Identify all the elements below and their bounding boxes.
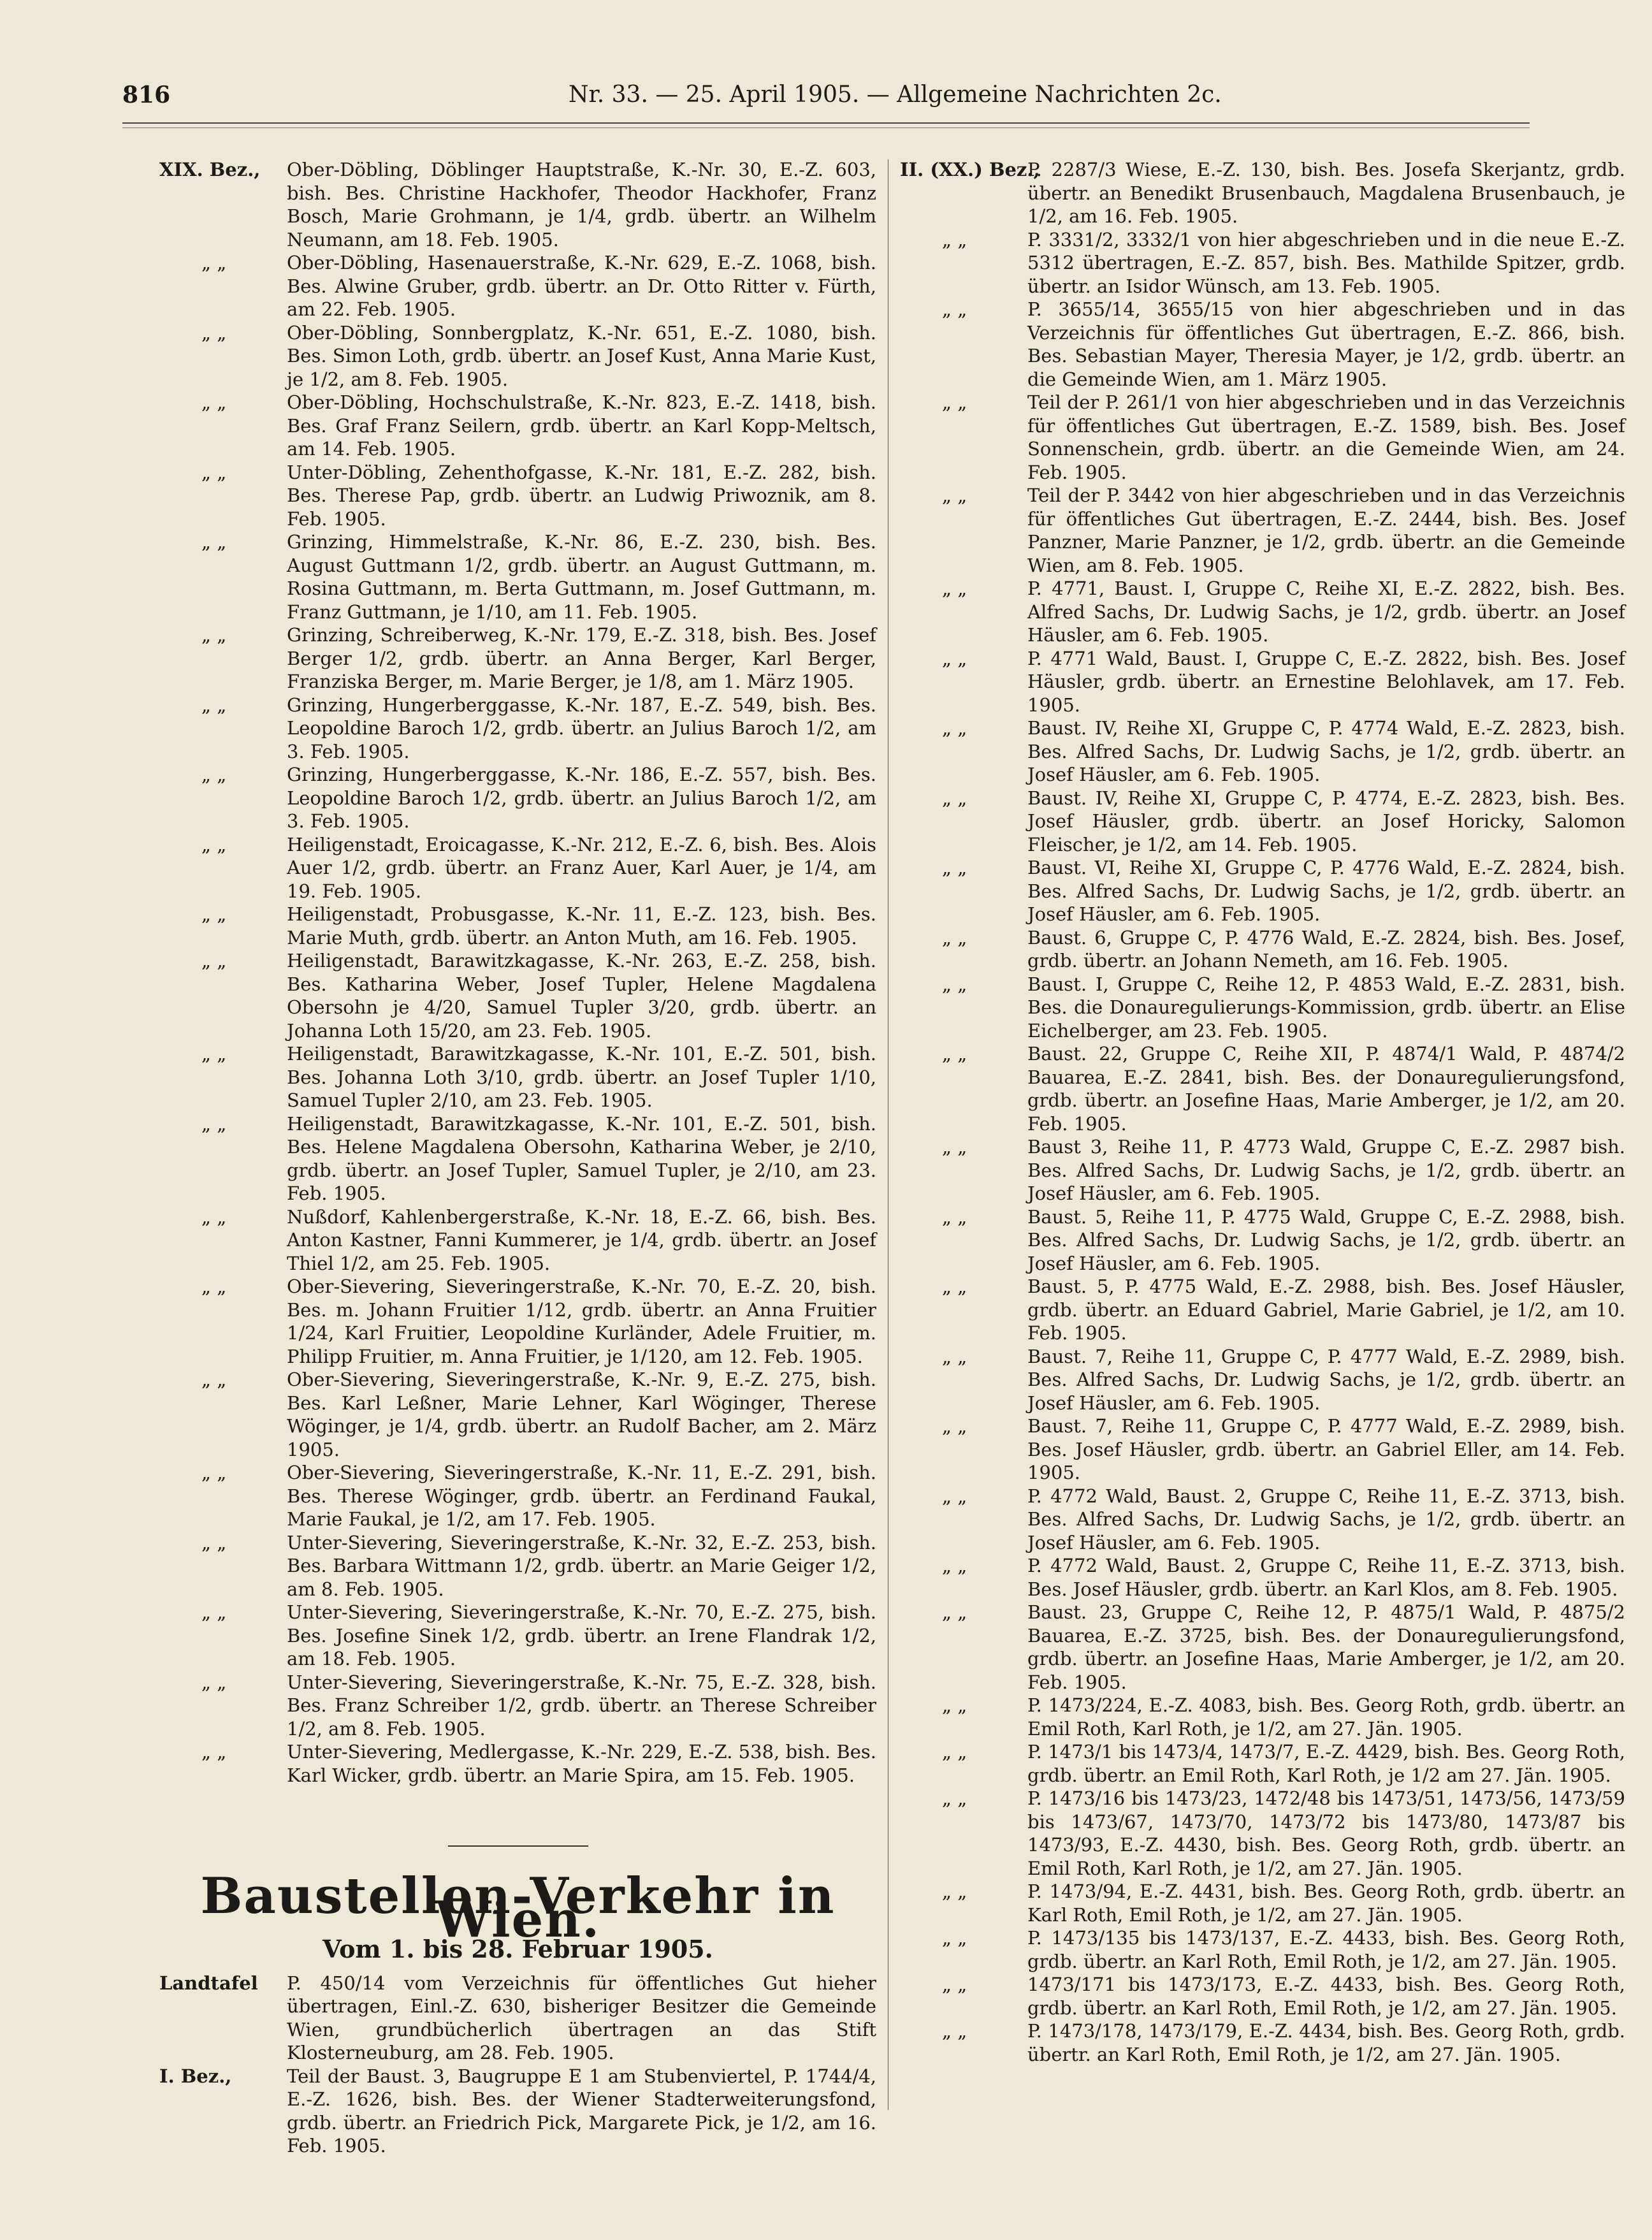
entry-district-label: „ „ — [942, 926, 967, 949]
entry-district-label: „ „ — [942, 484, 967, 506]
entry-text: Grinzing, Hungerberggasse, K.-Nr. 187, E.-Z. 549, bish. Bes. Leopoldine Baroch 1/2, grdb. übertr. an Julius Baroch 1/2, am 3. Feb. 1905. — [287, 694, 876, 762]
register-entry — [900, 1973, 1625, 2019]
entry-district-label: „ „ — [201, 1462, 227, 1483]
entry-text: P. 1473/178, 1473/179, E.-Z. 4434, bish. Bes. Georg Roth, grdb. übertr. an Karl Roth, Emil Roth, je 1/2, am 27. Jän. 1905. — [1027, 2020, 1625, 2065]
register-entry — [159, 694, 876, 764]
section-title: Baustellen-Verkehr in Wien. — [200, 1867, 836, 1949]
section-divider — [448, 1845, 588, 1847]
entry-text: Baust. 5, Reihe 11, P. 4775 Wald, Gruppe C, E.-Z. 2988, bish. Bes. Alfred Sachs, Dr. Ludwig Sachs, je 1/2, grdb. übertr. an Josef Häusler, am 6. Feb. 1905. — [1027, 1205, 1625, 1274]
register-entry — [159, 1601, 876, 1671]
entry-text: P. 4772 Wald, Baust. 2, Gruppe C, Reihe 11, E.-Z. 3713, bish. Bes. Alfred Sachs, Dr. Ludwig Sachs, je 1/2, grdb. übertr. an Josef Häusler, am 6. Feb. 1905. — [1027, 1485, 1625, 1553]
entry-text: Baust. 7, Reihe 11, Gruppe C, P. 4777 Wald, E.-Z. 2989, bish. Bes. Josef Häusler, grdb. übertr. an Gabriel Eller, am 14. Feb. 1905. — [1027, 1415, 1625, 1483]
entry-text: Heiligenstadt, Barawitzkagasse, K.-Nr. 263, E.-Z. 258, bish. Bes. Katharina Weber, Josef Tupler, Helene Magdalena Obersohn je 4/20, Samuel Tupler 3/20, grdb. übertr. an Johanna Loth 15/20, am 23. Feb. 1905. — [287, 950, 876, 1042]
entry-text: Heiligenstadt, Probusgasse, K.-Nr. 11, E.-Z. 123, bish. Bes. Marie Muth, grdb. übertr. an Anton Muth, am 16. Feb. 1905. — [287, 903, 876, 949]
entry-text: Ober-Sievering, Sieveringerstraße, K.-Nr. 9, E.-Z. 275, bish. Bes. Karl Leßner, Marie Lehner, Karl Wöginger, Therese Wöginger, je 1/4, grdb. übertr. an Rudolf Bacher, am 2. März 1905. — [287, 1369, 876, 1460]
register-entry — [900, 484, 1625, 577]
register-entry — [159, 530, 876, 623]
entry-text: Unter-Sievering, Sieveringerstraße, K.-Nr. 70, E.-Z. 275, bish. Bes. Josefine Sinek 1/2, grdb. übertr. an Irene Flandrak 1/2, am 18. Feb. 1905. — [287, 1601, 876, 1669]
entry-district-label: „ „ — [942, 1345, 967, 1367]
entry-district-label: „ „ — [201, 624, 227, 646]
entry-district-label: „ „ — [942, 1927, 967, 1949]
entry-text: Ober-Döbling, Hochschulstraße, K.-Nr. 823, E.-Z. 1418, bish. Bes. Graf Franz Seilern, grdb. übertr. an Karl Kopp-Meltsch, am 14. Feb. 1905. — [287, 391, 876, 460]
register-entry — [900, 228, 1625, 298]
register-entry — [900, 1135, 1625, 1205]
entry-district-label: „ „ — [942, 787, 967, 809]
register-entry — [900, 577, 1625, 647]
entry-text: P. 1473/94, E.-Z. 4431, bish. Bes. Georg Roth, grdb. übertr. an Karl Roth, Emil Roth, je 1/2, am 27. Jän. 1905. — [1027, 1880, 1625, 1926]
register-entry — [159, 391, 876, 461]
entry-text: Ober-Sievering, Sieveringerstraße, K.-Nr. 70, E.-Z. 20, bish. Bes. m. Johann Fruitier 1/12, grdb. übertr. an Anna Fruitier 1/24, Karl Fruitier, Leopoldine Kurländer, Adele Fruitier, m. Philipp Fruitier, m. Anna Fruitier, je 1/120, am 12. Feb. 1905. — [287, 1276, 876, 1367]
entry-district-label: „ „ — [942, 391, 967, 413]
register-entry — [900, 787, 1625, 857]
right-column — [900, 158, 1625, 2066]
entry-district-label: „ „ — [201, 1276, 227, 1297]
entry-district-label: „ „ — [201, 1601, 227, 1623]
register-entry — [900, 716, 1625, 787]
header-rule — [122, 122, 1530, 128]
register-entry — [900, 2019, 1625, 2066]
entry-district-label: „ „ — [942, 647, 967, 669]
page-header — [122, 82, 1530, 120]
entry-text: P. 2287/3 Wiese, E.-Z. 130, bish. Bes. Josefa Skerjantz, grdb. übertr. an Benedikt Brusenbauch, Magdalena Brusenbauch, je 1/2, am 16. Feb. 1905. — [1027, 159, 1625, 227]
entry-text: P. 1473/16 bis 1473/23, 1472/48 bis 1473/51, 1473/56, 1473/59 bis 1473/67, 1473/70, 1473/72 bis 1473/80, 1473/87 bis 1473/93, E.-Z. 4430, bish. Bes. Georg Roth, grdb. übertr. an Emil Roth, Karl Roth, je 1/2, am 27. Jän. 1905. — [1027, 1787, 1625, 1879]
entry-text: P. 4771, Baust. I, Gruppe C, Reihe XI, E.-Z. 2822, bish. Bes. Alfred Sachs, Dr. Ludwig Sachs, je 1/2, grdb. übertr. an Josef Häusler, am 6. Feb. 1905. — [1027, 578, 1625, 646]
entry-district-label: „ „ — [201, 252, 227, 273]
entry-text: Unter-Döbling, Zehenthofgasse, K.-Nr. 181, E.-Z. 282, bish. Bes. Therese Pap, grdb. übertr. an Ludwig Priwoznik, am 8. Feb. 1905. — [287, 461, 876, 530]
entry-text: P. 1473/1 bis 1473/4, 1473/7, E.-Z. 4429, bish. Bes. Georg Roth, grdb. übertr. an Emil Roth, Karl Roth, je 1/2 am 27. Jän. 1905. — [1027, 1741, 1625, 1786]
entry-text: Teil der Baust. 3, Baugruppe E 1 am Stubenviertel, P. 1744/4, E.-Z. 1626, bish. Bes. der Wiener Stadterweiterungsfond, grdb. übertr. an Friedrich Pick, Margarete Pick, je 1/2, am 16. Feb. 1905. — [287, 2065, 876, 2156]
section-subtitle: Vom 1. bis 28. Februar 1905. — [322, 1935, 713, 1963]
register-entry — [900, 1601, 1625, 1694]
register-entry — [159, 903, 876, 949]
entry-text: Baust. IV, Reihe XI, Gruppe C, P. 4774, E.-Z. 2823, bish. Bes. Josef Häusler, grdb. übertr. an Josef Horicky, Salomon Fleischer, je 1/2, am 14. Feb. 1905. — [1027, 787, 1625, 855]
entry-district-label: Landtafel — [159, 1972, 258, 1994]
entry-text: Baust. 6, Gruppe C, P. 4776 Wald, E.-Z. 2824, bish. Bes. Josef, grdb. übertr. an Johann Nemeth, am 16. Feb. 1905. — [1027, 926, 1625, 971]
register-entry — [159, 321, 876, 391]
register-entry — [900, 391, 1625, 484]
register-entry — [900, 1740, 1625, 1787]
entry-district-label: „ „ — [201, 461, 227, 483]
register-entry — [900, 1205, 1625, 1276]
entry-district-label: „ „ — [942, 1974, 967, 1995]
entry-district-label: I. Bez., — [159, 2065, 232, 2087]
register-entry — [900, 1275, 1625, 1345]
register-entry — [900, 158, 1625, 228]
entry-district-label: „ „ — [942, 1136, 967, 1158]
register-entry — [159, 1368, 876, 1461]
entry-district-label: „ „ — [942, 2020, 967, 2042]
entry-district-label: „ „ — [201, 1043, 227, 1065]
register-entry — [900, 856, 1625, 926]
entry-text: Baust 3, Reihe 11, P. 4773 Wald, Gruppe C, E.-Z. 2987 bish. Bes. Alfred Sachs, Dr. Ludwig Sachs, je 1/2, grdb. übertr. an Josef Häusler, am 6. Feb. 1905. — [1027, 1136, 1625, 1204]
entry-district-label: „ „ — [201, 1369, 227, 1390]
entry-text: P. 450/14 vom Verzeichnis für öffentliches Gut hieher übertragen, Einl.-Z. 630, bisheriger Besitzer die Gemeinde Wien, grundbücherlich übertragen an das Stift Klosterneuburg, am 28. Feb. 1905. — [287, 1972, 876, 2063]
entry-district-label: „ „ — [201, 694, 227, 716]
entry-text: P. 3655/14, 3655/15 von hier abgeschrieben und in das Verzeichnis für öffentliches Gut übertragen, E.-Z. 866, bish. Bes. Sebastian Mayer, Theresia Mayer, je 1/2, grdb. übertr. an die Gemeinde Wien, am 1. März 1905. — [1027, 298, 1625, 390]
entry-district-label: II. (XX.) Bez., — [900, 159, 1040, 180]
entry-text: Baust. 7, Reihe 11, Gruppe C, P. 4777 Wald, E.-Z. 2989, bish. Bes. Alfred Sachs, Dr. Ludwig Sachs, je 1/2, grdb. übertr. an Josef Häusler, am 6. Feb. 1905. — [1027, 1345, 1625, 1414]
register-entry — [159, 623, 876, 694]
register-entry — [159, 1740, 876, 1787]
entry-text: Unter-Sievering, Sieveringerstraße, K.-Nr. 75, E.-Z. 328, bish. Bes. Franz Schreiber 1/2, grdb. übertr. an Therese Schreiber 1/2, am 8. Feb. 1905. — [287, 1671, 876, 1740]
register-entry — [159, 1671, 876, 1741]
entry-district-label: „ „ — [942, 298, 967, 320]
register-entry — [900, 1880, 1625, 1926]
entry-district-label: „ „ — [201, 391, 227, 413]
entry-district-label: „ „ — [942, 228, 967, 251]
entry-text: Ober-Sievering, Sieveringerstraße, K.-Nr. 11, E.-Z. 291, bish. Bes. Therese Wöginger, grdb. übertr. an Ferdinand Faukal, Marie Faukal, je 1/2, am 17. Feb. 1905. — [287, 1462, 876, 1530]
register-entry — [900, 1042, 1625, 1135]
entry-district-label: „ „ — [942, 1880, 967, 1902]
entry-text: P. 1473/135 bis 1473/137, E.-Z. 4433, bish. Bes. Georg Roth, grdb. übertr. an Karl Roth, Emil Roth, je 1/2, am 27. Jän. 1905. — [1027, 1927, 1625, 1972]
entry-text: Ober-Döbling, Sonnbergplatz, K.-Nr. 651, E.-Z. 1080, bish. Bes. Simon Loth, grdb. übertr. an Josef Kust, Anna Marie Kust, je 1/2, am 8. Feb. 1905. — [287, 321, 876, 390]
register-entry — [159, 461, 876, 531]
register-entry — [900, 647, 1625, 717]
register-entry — [159, 833, 876, 903]
register-entry — [159, 949, 876, 1042]
register-entry — [159, 1205, 876, 1276]
register-entry — [159, 2065, 876, 2158]
entry-text: 1473/171 bis 1473/173, E.-Z. 4433, bish. Bes. Georg Roth, grdb. übertr. an Karl Roth, Emil Roth, je 1/2, am 27. Jän. 1905. — [1027, 1974, 1625, 2019]
entry-district-label: „ „ — [201, 1205, 227, 1228]
entry-district-label: „ „ — [942, 1787, 967, 1809]
entry-district-label: „ „ — [942, 1601, 967, 1623]
register-entry — [900, 926, 1625, 973]
register-entry — [159, 1042, 876, 1112]
entry-text: Baust. VI, Reihe XI, Gruppe C, P. 4776 Wald, E.-Z. 2824, bish. Bes. Alfred Sachs, Dr. Ludwig Sachs, je 1/2, grdb. übertr. an Josef Häusler, am 6. Feb. 1905. — [1027, 857, 1625, 925]
entry-district-label: „ „ — [201, 531, 227, 553]
entry-text: Baust. 23, Gruppe C, Reihe 12, P. 4875/1 Wald, P. 4875/2 Bauarea, E.-Z. 3725, bish. Bes. der Donauregulierungsfond, grdb. übertr. an Josefine Haas, Marie Amberger, je 1/2, am 20. Feb. 1905. — [1027, 1601, 1625, 1693]
register-entry — [159, 1112, 876, 1205]
entry-district-label: „ „ — [201, 764, 227, 785]
entry-district-label: „ „ — [942, 1043, 967, 1065]
entry-text: Grinzing, Schreiberweg, K.-Nr. 179, E.-Z. 318, bish. Bes. Josef Berger 1/2, grdb. übertr. an Anna Berger, Karl Berger, Franziska Berger, m. Marie Berger, je 1/8, am 1. März 1905. — [287, 624, 876, 692]
register-entry — [159, 158, 876, 251]
entry-district-label: „ „ — [942, 1741, 967, 1763]
entry-text: Baust. 22, Gruppe C, Reihe XII, P. 4874/1 Wald, P. 4874/2 Bauarea, E.-Z. 2841, bish. Bes. der Donauregulierungsfond, grdb. übertr. an Josefine Haas, Marie Amberger, je 1/2, am 20. Feb. 1905. — [1027, 1043, 1625, 1135]
entry-text: P. 1473/224, E.-Z. 4083, bish. Bes. Georg Roth, grdb. übertr. an Emil Roth, Karl Roth, je 1/2, am 27. Jän. 1905. — [1027, 1694, 1625, 1740]
register-entry — [900, 973, 1625, 1043]
entry-text: P. 4771 Wald, Baust. I, Gruppe C, E.-Z. 2822, bish. Bes. Josef Häusler, grdb. übertr. an Ernestine Belohlavek, am 17. Feb. 1905. — [1027, 647, 1625, 716]
entry-text: Unter-Sievering, Medlergasse, K.-Nr. 229, E.-Z. 538, bish. Bes. Karl Wicker, grdb. übertr. an Marie Spira, am 15. Feb. 1905. — [287, 1741, 876, 1786]
entry-district-label: „ „ — [201, 903, 227, 925]
entry-district-label: „ „ — [942, 1694, 967, 1716]
entry-district-label: „ „ — [942, 578, 967, 599]
left-column — [159, 158, 876, 2158]
entry-text: Baust. 5, P. 4775 Wald, E.-Z. 2988, bish. Bes. Josef Häusler, grdb. übertr. an Eduard Gabriel, Marie Gabriel, je 1/2, am 10. Feb. 1905. — [1027, 1276, 1625, 1344]
entry-district-label: „ „ — [201, 1531, 227, 1553]
entry-district-label: „ „ — [201, 1112, 227, 1135]
entry-text: Heiligenstadt, Barawitzkagasse, K.-Nr. 101, E.-Z. 501, bish. Bes. Helene Magdalena Obersohn, Katharina Weber, je 2/10, grdb. übertr. an Josef Tupler, Samuel Tupler, je 2/10, am 23. Feb. 1905. — [287, 1112, 876, 1204]
register-entry — [900, 1926, 1625, 1973]
entry-district-label: XIX. Bez., — [159, 159, 261, 180]
entry-district-label: „ „ — [942, 717, 967, 739]
entry-text: Teil der P. 3442 von hier abgeschrieben und in das Verzeichnis für öffentliches Gut übertragen, E.-Z. 2444, bish. Bes. Josef Panzner, Marie Panzner, je 1/2, grdb. übertr. an die Gemeinde Wien, am 8. Feb. 1905. — [1027, 484, 1625, 576]
entry-district-label: „ „ — [942, 1415, 967, 1437]
register-entry — [900, 1694, 1625, 1740]
register-entry — [900, 1345, 1625, 1415]
entry-district-label: „ „ — [942, 1555, 967, 1576]
entry-district-label: „ „ — [201, 950, 227, 971]
register-entry — [900, 1485, 1625, 1555]
entry-district-label: „ „ — [201, 321, 227, 344]
entry-text: Ober-Döbling, Hasenauerstraße, K.-Nr. 629, E.-Z. 1068, bish. Bes. Alwine Gruber, grdb. übertr. an Dr. Otto Ritter v. Fürth, am 22. Feb. 1905. — [287, 252, 876, 320]
register-entry — [900, 1787, 1625, 1880]
entry-text: Unter-Sievering, Sieveringerstraße, K.-Nr. 32, E.-Z. 253, bish. Bes. Barbara Wittmann 1/2, grdb. übertr. an Marie Geiger 1/2, am 8. Feb. 1905. — [287, 1531, 876, 1600]
entry-district-label: „ „ — [201, 1671, 227, 1693]
entry-text: Grinzing, Himmelstraße, K.-Nr. 86, E.-Z. 230, bish. Bes. August Guttmann 1/2, grdb. übertr. an August Guttmann, m. Rosina Guttmann, m. Berta Guttmann, m. Josef Guttmann, m. Franz Guttmann, je 1/10, am 11. Feb. 1905. — [287, 531, 876, 623]
entry-district-label: „ „ — [942, 1205, 967, 1228]
entry-text: Baust. IV, Reihe XI, Gruppe C, P. 4774 Wald, E.-Z. 2823, bish. Bes. Alfred Sachs, Dr. Ludwig Sachs, je 1/2, grdb. übertr. an Josef Häusler, am 6. Feb. 1905. — [1027, 717, 1625, 785]
register-entry — [159, 1461, 876, 1531]
entry-district-label: „ „ — [942, 857, 967, 878]
entry-text: P. 4772 Wald, Baust. 2, Gruppe C, Reihe 11, E.-Z. 3713, bish. Bes. Josef Häusler, grdb. übertr. an Karl Klos, am 8. Feb. 1905. — [1027, 1555, 1625, 1600]
entry-district-label: „ „ — [942, 1276, 967, 1297]
register-entry — [159, 1972, 876, 2065]
entry-district-label: „ „ — [942, 1485, 967, 1507]
entry-district-label: „ „ — [201, 1741, 227, 1763]
entry-text: Baust. I, Gruppe C, Reihe 12, P. 4853 Wald, E.-Z. 2831, bish. Bes. die Donauregulierungs-Kommission, grdb. übertr. an Elise Eichelberger, am 23. Feb. 1905. — [1027, 973, 1625, 1042]
entry-text: Ober-Döbling, Döblinger Hauptstraße, K.-Nr. 30, E.-Z. 603, bish. Bes. Christine Hackhofer, Theodor Hackhofer, Franz Bosch, Marie Grohmann, je 1/4, grdb. übertr. an Wilhelm Neumann, am 18. Feb. 1905. — [287, 159, 876, 251]
entry-text: Nußdorf, Kahlenbergerstraße, K.-Nr. 18, E.-Z. 66, bish. Bes. Anton Kastner, Fanni Kummerer, je 1/4, grdb. übertr. an Josef Thiel 1/2, am 25. Feb. 1905. — [287, 1205, 876, 1274]
register-entry — [900, 298, 1625, 391]
page-number: 816 — [122, 82, 171, 108]
entry-text: Teil der P. 261/1 von hier abgeschrieben und in das Verzeichnis für öffentliches Gut übertragen, E.-Z. 1589, bish. Bes. Josef Sonnenschein, grdb. übertr. an die Gemeinde Wien, am 24. Feb. 1905. — [1027, 391, 1625, 483]
entry-text: Heiligenstadt, Barawitzkagasse, K.-Nr. 101, E.-Z. 501, bish. Bes. Johanna Loth 3/10, grdb. übertr. an Josef Tupler 1/10, Samuel Tupler 2/10, am 23. Feb. 1905. — [287, 1043, 876, 1111]
register-entry — [900, 1554, 1625, 1601]
register-entry — [900, 1415, 1625, 1485]
entry-district-label: „ „ — [942, 973, 967, 995]
left-entry-list — [159, 158, 876, 1787]
entry-text: Heiligenstadt, Eroicagasse, K.-Nr. 212, E.-Z. 6, bish. Bes. Alois Auer 1/2, grdb. übertr. an Franz Auer, Karl Auer, je 1/4, am 19. Feb. 1905. — [287, 833, 876, 902]
running-title: Nr. 33. — 25. April 1905. — Allgemeine Nachrichten 2c. — [569, 82, 1222, 108]
right-entry-list — [900, 158, 1625, 2066]
entry-district-label: „ „ — [201, 833, 227, 855]
register-entry — [159, 763, 876, 833]
entry-text: Grinzing, Hungerberggasse, K.-Nr. 186, E.-Z. 557, bish. Bes. Leopoldine Baroch 1/2, grdb. übertr. an Julius Baroch 1/2, am 3. Feb. 1905. — [287, 764, 876, 832]
entry-text: P. 3331/2, 3332/1 von hier abgeschrieben und in die neue E.-Z. 5312 übertragen, E.-Z. 857, bish. Bes. Mathilde Spitzer, grdb. übertr. an Isidor Wünsch, am 13. Feb. 1905. — [1027, 228, 1625, 297]
section-entry-list — [159, 1972, 876, 2158]
register-entry — [159, 1275, 876, 1368]
register-entry — [159, 251, 876, 321]
register-entry — [159, 1531, 876, 1601]
